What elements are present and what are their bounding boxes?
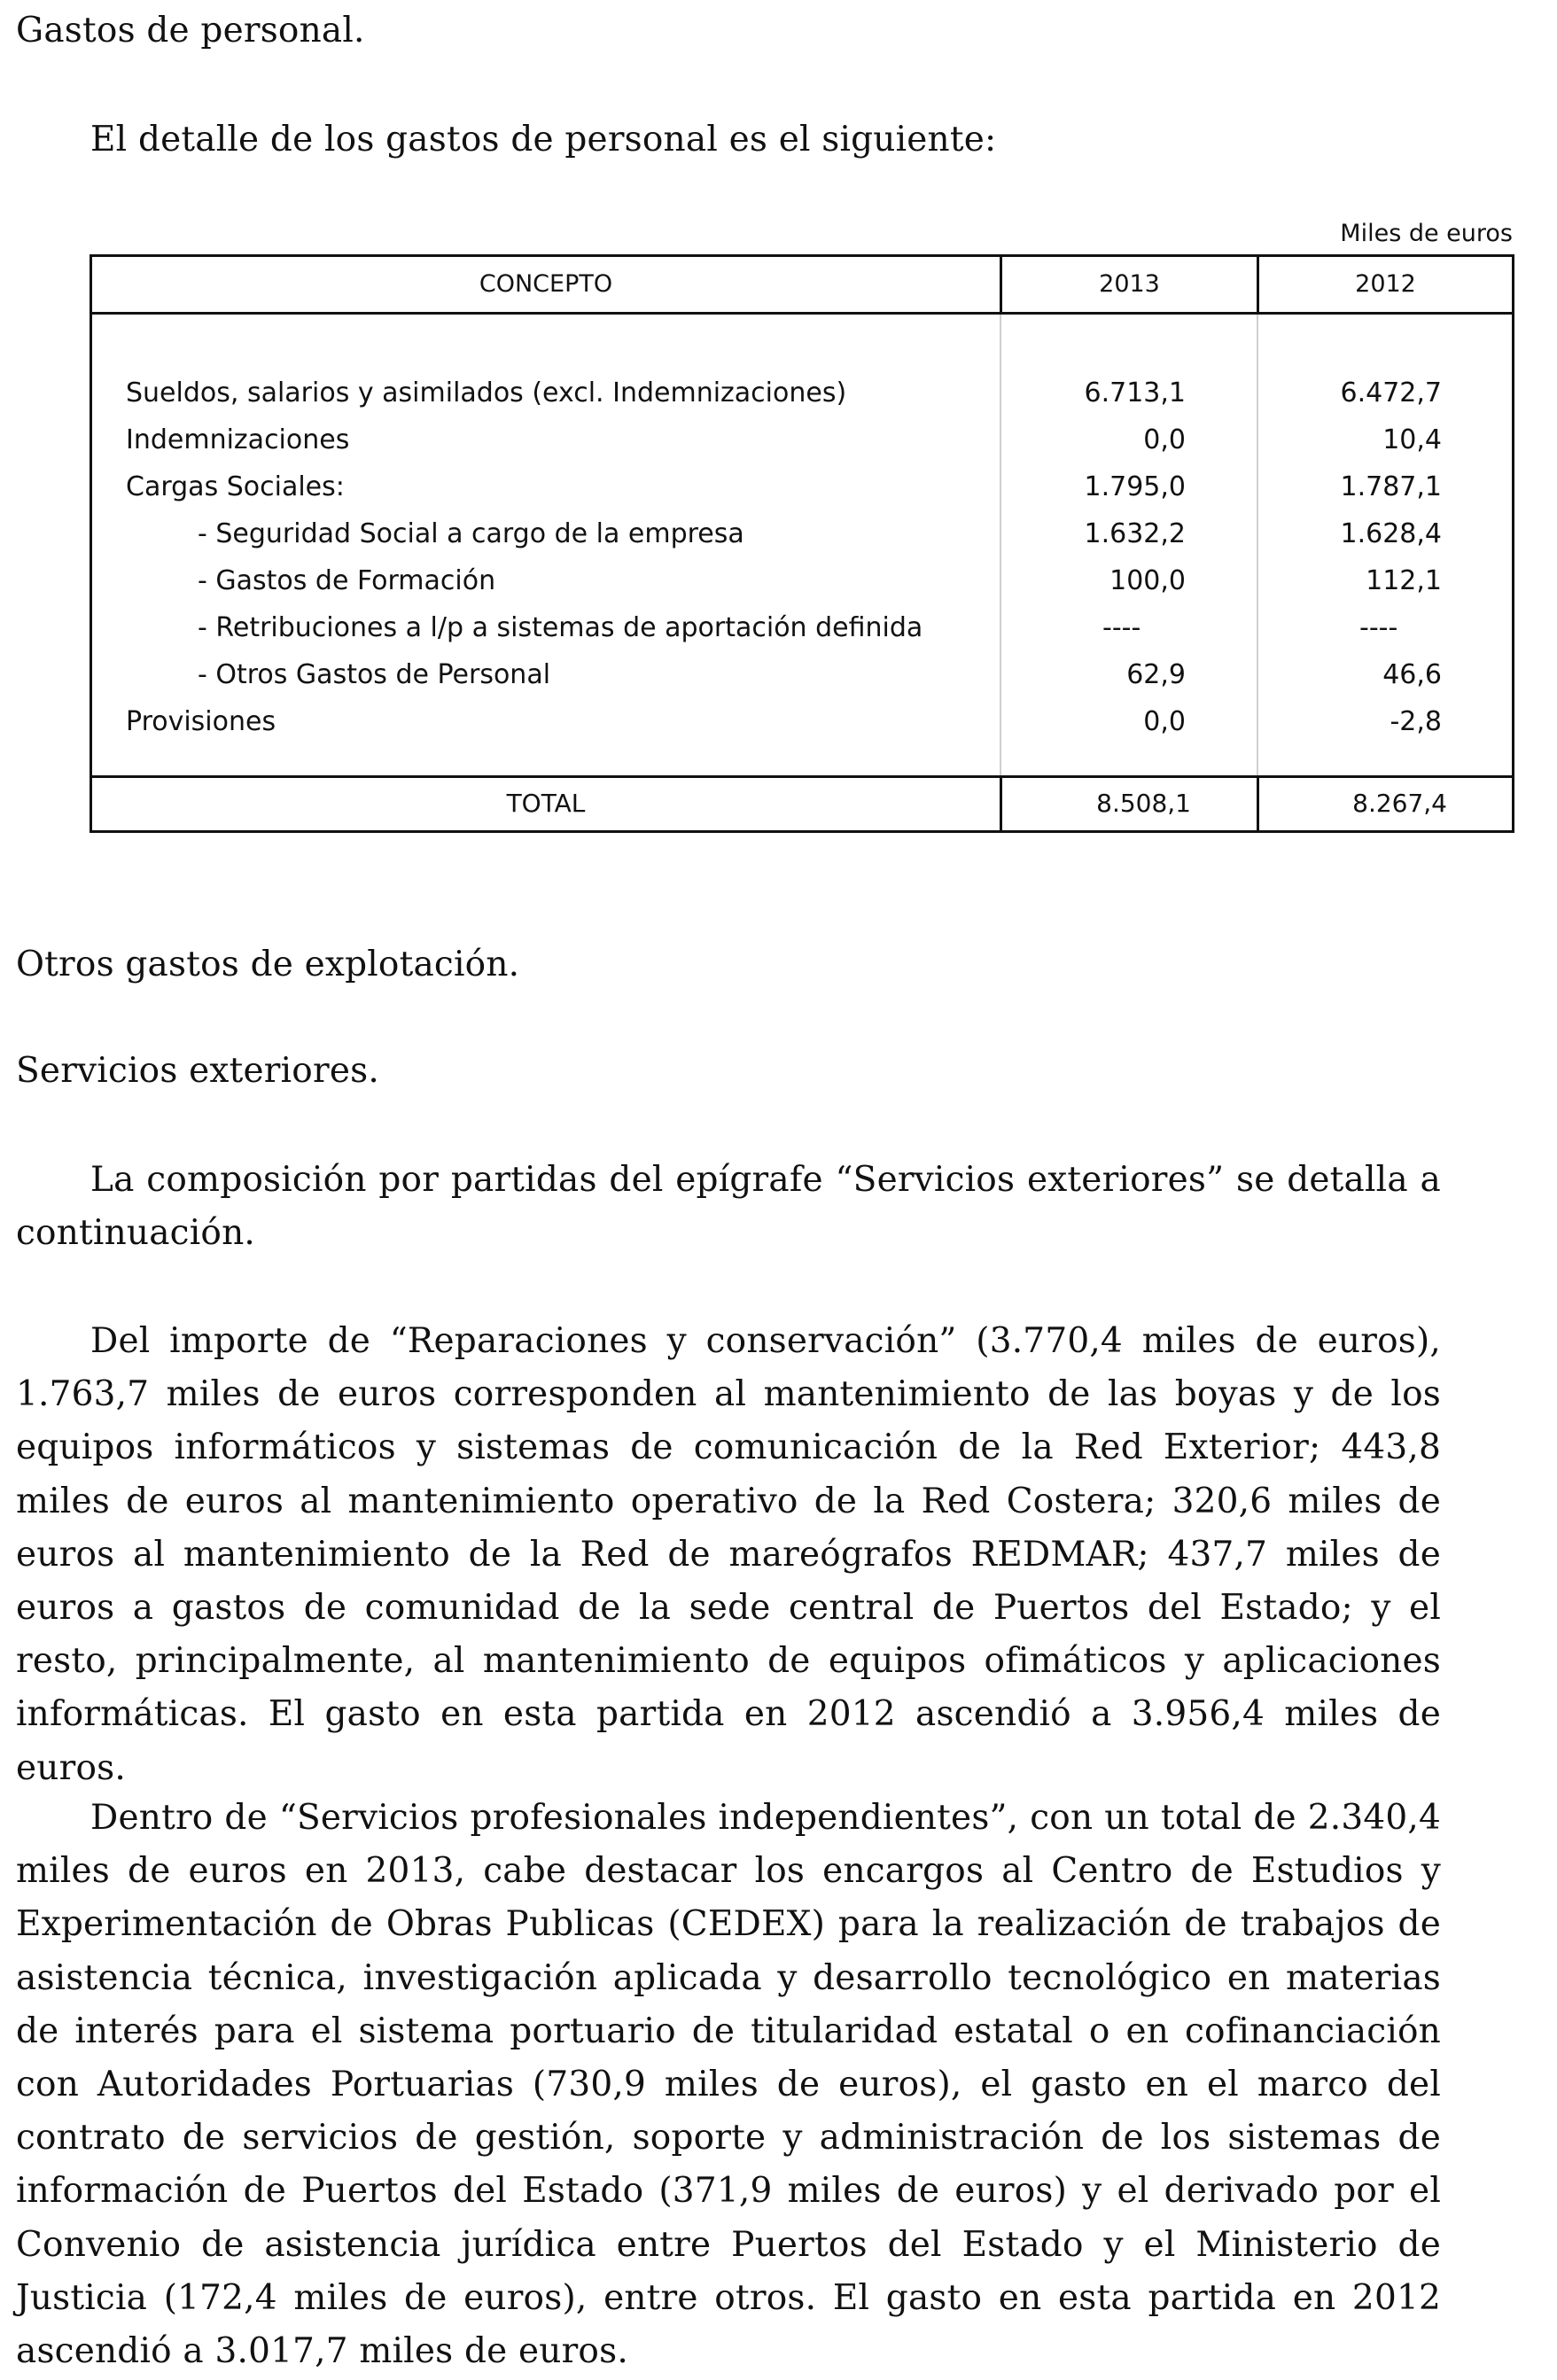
paragraph-composition: La composición por partidas del epígrafe “Servicios exteriores” se detalla a continuación. xyxy=(16,1160,1441,1254)
row-label: - Retribuciones a l/p a sistemas de aportación definida xyxy=(198,612,923,643)
header-2013: 2013 xyxy=(1099,270,1160,298)
table-body xyxy=(92,312,1512,782)
total-label: TOTAL xyxy=(506,789,586,818)
total-value-2012: 8.267,4 xyxy=(1352,789,1447,818)
row-value-2013: 0,0 xyxy=(1143,706,1186,737)
row-value-2013: ---- xyxy=(1102,612,1141,643)
table-row xyxy=(92,416,1512,463)
heading-external-services: Servicios exteriores. xyxy=(16,1051,379,1091)
personnel-expenses-table xyxy=(90,254,1514,833)
row-value-2013: 1.632,2 xyxy=(1084,518,1186,549)
footer-divider xyxy=(1257,778,1259,830)
row-label: Indemnizaciones xyxy=(126,424,350,455)
table-row xyxy=(92,369,1512,416)
row-value-2012: 1.628,4 xyxy=(1340,518,1442,549)
table-header xyxy=(92,257,1512,315)
row-label: - Gastos de Formación xyxy=(198,565,496,596)
table-units: Miles de euros xyxy=(1340,220,1513,247)
row-label: Cargas Sociales: xyxy=(126,471,345,502)
total-value-2013: 8.508,1 xyxy=(1096,789,1191,818)
section-title: Gastos de personal. xyxy=(16,11,365,51)
row-label: - Seguridad Social a cargo de la empresa xyxy=(198,518,744,549)
header-concept: CONCEPTO xyxy=(479,270,613,298)
heading-other-expenses: Otros gastos de explotación. xyxy=(16,945,520,984)
header-2012: 2012 xyxy=(1355,270,1416,298)
table-row xyxy=(92,604,1512,651)
table-row xyxy=(92,463,1512,510)
table-row xyxy=(92,698,1512,745)
row-value-2012: 10,4 xyxy=(1382,424,1442,455)
table-total-row xyxy=(92,775,1512,830)
table-row xyxy=(92,510,1512,557)
paragraph-professional-services: Dentro de “Servicios profesionales independientes”, con un total de 2.340,4 miles de euros en 2013, cabe destacar los encargos al Centro de Estudios y Experimentación de Obras Publicas (CEDEX) para la realización de trabajos de asistencia técnica, investigación aplicada y desarrollo tecnológico en materias de interés para el sistema portuario de titularidad estatal o en cofinanciación con Autoridades Portuarias (730,9 miles de euros), el gasto en el marco del contrato de servicios de gestión, soporte y administración de los sistemas de información de Puertos del Estado (371,9 miles de euros) y el derivado por el Convenio de asistencia jurídica entre Puertos del Estado y el Ministerio de Justicia (172,4 miles de euros), entre otros. El gasto en esta partida en 2012 ascendió a 3.017,7 miles de euros. xyxy=(16,1798,1441,2372)
table-row xyxy=(92,557,1512,604)
row-value-2013: 62,9 xyxy=(1126,659,1186,690)
row-label: Sueldos, salarios y asimilados (excl. Indemnizaciones) xyxy=(126,377,847,408)
row-value-2012: 112,1 xyxy=(1366,565,1442,596)
row-value-2012: 6.472,7 xyxy=(1340,377,1442,408)
row-value-2013: 1.795,0 xyxy=(1084,471,1186,502)
row-value-2012: ---- xyxy=(1359,612,1398,643)
footer-divider xyxy=(1000,778,1002,830)
row-label: - Otros Gastos de Personal xyxy=(198,659,551,690)
row-value-2013: 6.713,1 xyxy=(1084,377,1186,408)
table-row xyxy=(92,651,1512,698)
row-label: Provisiones xyxy=(126,706,276,737)
row-value-2012: 46,6 xyxy=(1382,659,1442,690)
row-value-2012: 1.787,1 xyxy=(1340,471,1442,502)
row-value-2013: 100,0 xyxy=(1109,565,1186,596)
intro-text: El detalle de los gastos de personal es el siguiente: xyxy=(90,120,997,159)
paragraph-repairs: Del importe de “Reparaciones y conservación” (3.770,4 miles de euros), 1.763,7 miles de euros corresponden al mantenimiento de las boyas y de los equipos informáticos y sistemas de comunicación de la Red Exterior; 443,8 miles de euros al mantenimiento operativo de la Red Costera; 320,6 miles de euros al mantenimiento de la Red de mareógrafos REDMAR; 437,7 miles de euros a gastos de comunidad de la sede central de Puertos del Estado; y el resto, principalmente, al mantenimiento de equipos ofimáticos y aplicaciones informáticas. El gasto en esta partida en 2012 ascendió a 3.956,4 miles de euros. xyxy=(16,1321,1441,1788)
row-value-2012: -2,8 xyxy=(1390,706,1442,737)
row-value-2013: 0,0 xyxy=(1143,424,1186,455)
